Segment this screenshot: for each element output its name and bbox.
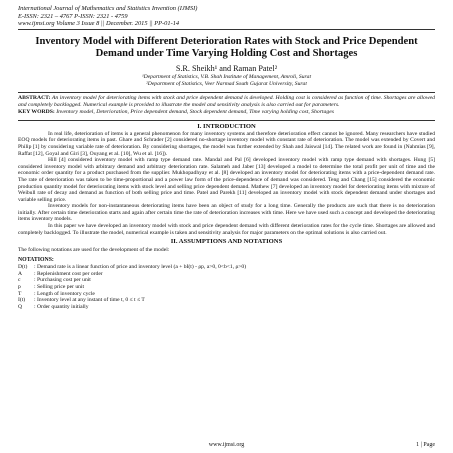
intro-paragraph-1: In real life, deterioration of items is a general phenomenon for many inventory systems and therefore deterioration effect cannot be ignored. Many researchers have studied EOQ models for deteriorating items in past. Ghare and Schrader [2] considered no-shortage inventory model with constant rate of deterioration. The model was extended by Covert and Philip [1] by considering variable rate of deterioration. By considering shortages, the model was further extended by Shah and Jaiswal [14]. The related work are found in (Nahmias [9], Raffat [12], Goyal and Giri [3], Ouyang et al. [10], Wu et al. [16]).	[18, 130, 435, 157]
notation-symbol: A	[18, 270, 23, 277]
notation-list	[18, 264, 435, 311]
notation-item	[18, 271, 435, 278]
notation-description: : Inventory level at any instant of time t, 0 ≤ t ≤ T	[34, 297, 145, 304]
keywords-text: Inventory model, Deterioration, Price dependent demand, Stock dependent demand, Time varying holding cost, Shortages	[56, 108, 334, 115]
notation-description: : Order quantity initially	[34, 304, 89, 311]
notation-symbol: p	[18, 283, 21, 290]
abstract-text: An inventory model for deteriorating items with stock and price dependent demand is developed. Holding cost is considered as function of time. Shortages are allowed and completely backlogged. Numerical example is provided to illustrate the model and sensitivity analysis is also carried out for parameters.	[18, 95, 435, 109]
notation-item	[18, 277, 435, 284]
notation-description: : Selling price per unit	[34, 283, 85, 290]
section-heading-assumptions: II. ASSUMPTIONS AND NOTATIONS	[170, 238, 283, 246]
abstract-label: ABSTRACT:	[18, 95, 51, 102]
keywords	[18, 109, 435, 116]
journal-name: International Journal of Mathematics and Statistics Invention (IJMSI)	[18, 5, 198, 12]
notation-item	[18, 284, 435, 291]
paper-title: Inventory Model with Different Deterioration Rates with Stock and Price Dependent Demand under Time Varying Holding Cost and Shortages	[35, 35, 418, 59]
notation-symbol: c	[18, 277, 21, 284]
notation-description: : Purchasing cost per unit	[34, 277, 91, 284]
notation-symbol: T	[18, 290, 22, 297]
journal-volume: www.ijmsi.org Volume 3 Issue 8 || December. 2015 || PP-01-14	[18, 20, 180, 28]
abstract-bottom-divider	[18, 120, 435, 121]
notations-intro: The following notations are used for the development of the model:	[18, 247, 170, 254]
header-divider	[18, 29, 435, 30]
keywords-label: KEY WORDS:	[18, 108, 55, 115]
notation-symbol: Q	[18, 304, 23, 311]
abstract	[18, 95, 435, 109]
notation-symbol: D(t)	[18, 263, 28, 270]
notation-item	[18, 304, 435, 311]
notation-symbol: I(t)	[18, 297, 26, 304]
notation-item	[18, 264, 435, 271]
intro-paragraph-4: In this paper we have developed an inventory model with stock and price dependent demand with different deterioration rates for the cycle time. Shortages are allowed and completely backlogged. To illustrate the model, numerical example is taken and sensitivity analysis for major parameters on the optimal solutions is also carried out.	[18, 223, 435, 236]
abstract-top-divider	[18, 92, 435, 93]
journal-header	[18, 5, 435, 28]
intro-paragraph-2: Hill [4] considered inventory model with ramp type demand rate. Mandal and Pal [6] developed inventory model with ramp type demand with shortages. Hung [5] considered inventory model with arbitrary demand and arbitrary deterioration rate. Salameh and Jaber [13] developed a model to determine the total profit per unit of time and the economic order quantity for a product purchased from the supplier. Mukhopadhyay et al. [8] developed an inventory model for deteriorating items with a price-dependent demand rate. The rate of deterioration was taken to be time-proportional and a power law form of the price-dependence of demand was considered. Teng and Chang [15] considered the economic production quantity model for deteriorating items with stock level and selling price dependent demand. Mathew [7] developed an inventory model for deteriorating items with mixture of Weibull rate of decay and demand as function of both selling price and time. Patel and Parekh [11] developed an inventory model with stock dependent demand under shortages and variable selling price.	[18, 157, 435, 203]
intro-paragraph-3: Inventory models for non-instantaneous deteriorating items have been an object of study for a long time. Generally the products are such that there is no deterioration initially. After certain time deterioration starts and again after certain time the rate of deterioration increases with time. Here we have used such a concept and developed the deteriorating items inventory models.	[18, 203, 435, 223]
notation-description: : Replenishment cost per order	[34, 270, 103, 277]
notation-item	[18, 297, 435, 304]
notation-description: : Demand rate is a linear function of price and inventory level (a + bI(t) - ρp, a>0, 0<b<1, ρ>0)	[34, 263, 247, 270]
notations-title: NOTATIONS:	[18, 256, 54, 263]
footer-url: www.ijmsi.org	[208, 442, 245, 448]
journal-issn: E-ISSN: 2321 – 4767 P-ISSN: 2321 - 4759	[18, 12, 128, 20]
affiliation-2: ²Department of Statistics, Veer Narmad South Gujarat University, Surat	[146, 81, 307, 88]
paper-authors: S.R. Sheikh¹ and Raman Patel²	[175, 64, 278, 74]
section-heading-introduction: I. INTRODUCTION	[197, 122, 256, 130]
notation-description: : Length of inventory cycle	[34, 290, 95, 297]
footer-page-number: 1 | Page	[416, 442, 435, 448]
affiliation-1: ¹Department of Statistics, V.B. Shah Institute of Management, Amroli, Surat	[141, 74, 312, 81]
